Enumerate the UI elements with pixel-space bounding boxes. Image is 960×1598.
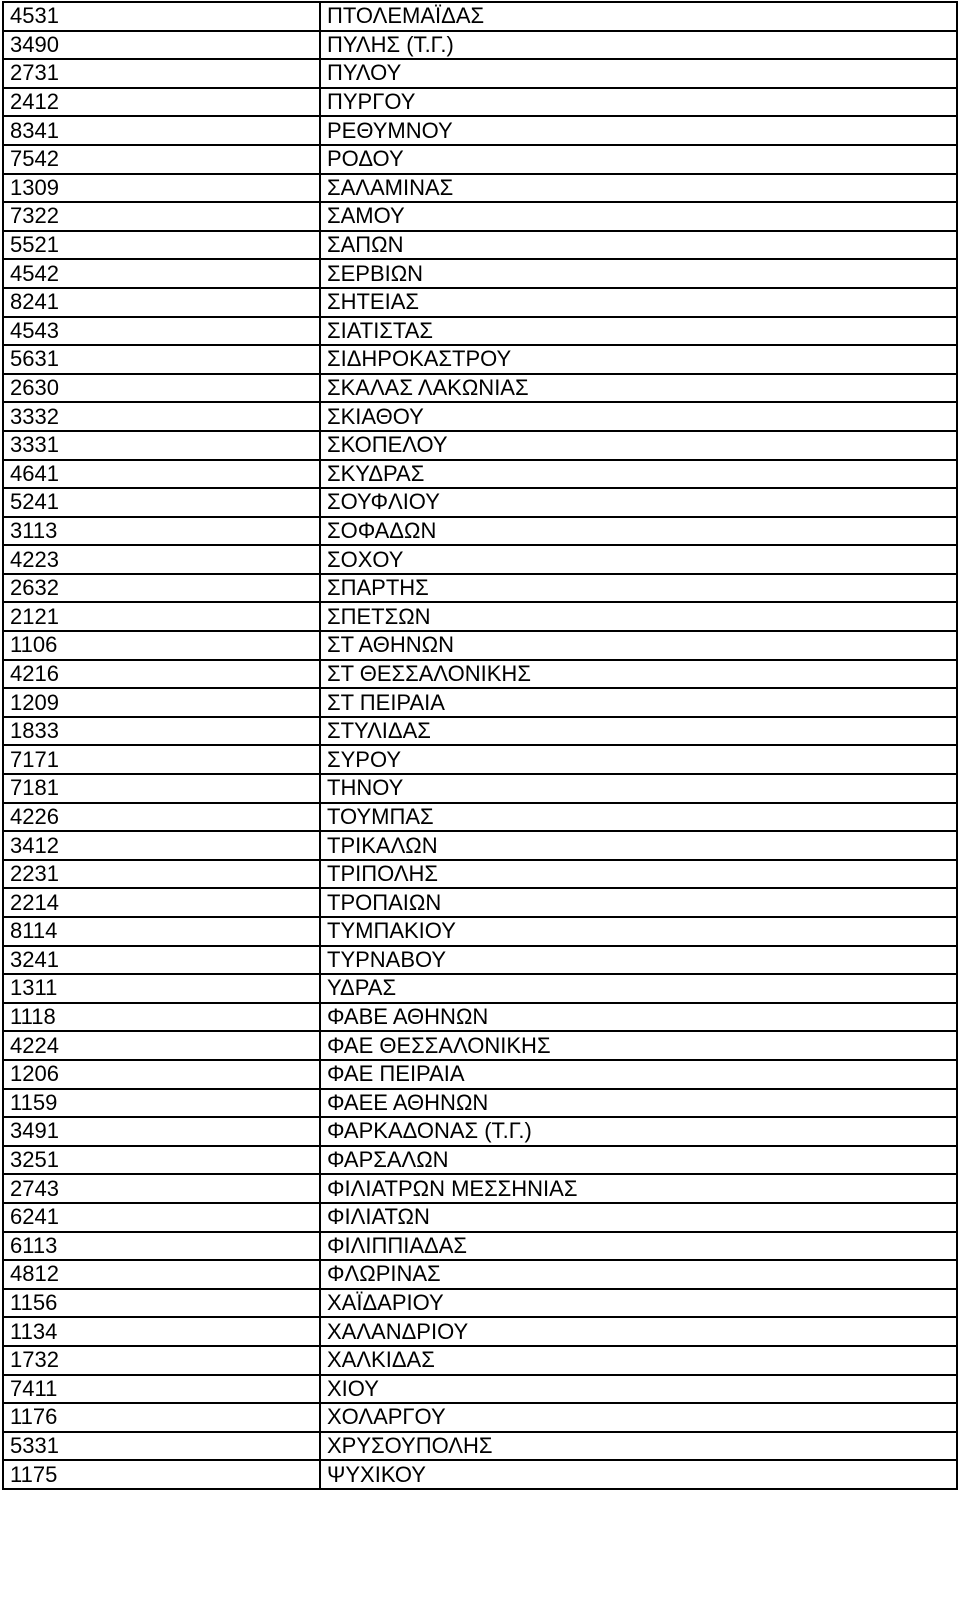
office-name-cell: ΤΥΜΠΑΚΙΟΥ: [320, 917, 957, 946]
office-name-cell: ΤΡΟΠΑΙΩΝ: [320, 888, 957, 917]
office-name-cell: ΤΟΥΜΠΑΣ: [320, 803, 957, 832]
table-row: [3, 631, 957, 660]
table-row: [3, 717, 957, 746]
office-name-cell: ΣΟΥΦΛΙΟΥ: [320, 488, 957, 517]
office-name-cell: ΣΤ ΘΕΣΣΑΛΟΝΙΚΗΣ: [320, 660, 957, 689]
table-row: [3, 1003, 957, 1032]
office-code-cell: 3412: [3, 831, 320, 860]
office-code-cell: 6113: [3, 1232, 320, 1261]
office-code-cell: 5241: [3, 488, 320, 517]
table-row: [3, 231, 957, 260]
table-row: [3, 1460, 957, 1489]
office-code-cell: 8114: [3, 917, 320, 946]
office-name-cell: ΣΠΕΤΣΩΝ: [320, 602, 957, 631]
office-code-cell: 3251: [3, 1146, 320, 1175]
table-row: [3, 1260, 957, 1289]
office-name-cell: ΣΚΙΑΘΟΥ: [320, 402, 957, 431]
office-name-cell: ΧΟΛΑΡΓΟΥ: [320, 1403, 957, 1432]
table-body: [3, 2, 957, 1489]
office-name-cell: ΣΙΑΤΙΣΤΑΣ: [320, 317, 957, 346]
office-code-cell: 2630: [3, 374, 320, 403]
office-code-cell: 2412: [3, 88, 320, 117]
office-name-cell: ΤΥΡΝΑΒΟΥ: [320, 946, 957, 975]
office-code-cell: 8241: [3, 288, 320, 317]
office-code-cell: 2743: [3, 1174, 320, 1203]
office-name-cell: ΣΚΟΠΕΛΟΥ: [320, 431, 957, 460]
office-name-cell: ΣΚΥΔΡΑΣ: [320, 460, 957, 489]
table-row: [3, 1089, 957, 1118]
office-code-cell: 1175: [3, 1460, 320, 1489]
office-code-cell: 5631: [3, 345, 320, 374]
office-code-cell: 2121: [3, 602, 320, 631]
office-name-cell: ΦΛΩΡΙΝΑΣ: [320, 1260, 957, 1289]
office-code-cell: 4812: [3, 1260, 320, 1289]
table-row: [3, 860, 957, 889]
office-name-cell: ΦΑΕ ΘΕΣΣΑΛΟΝΙΚΗΣ: [320, 1031, 957, 1060]
table-row: [3, 431, 957, 460]
table-row: [3, 259, 957, 288]
office-code-cell: 4223: [3, 545, 320, 574]
table-row: [3, 1403, 957, 1432]
office-name-cell: ΧΡΥΣΟΥΠΟΛΗΣ: [320, 1432, 957, 1461]
table-row: [3, 803, 957, 832]
office-code-cell: 7322: [3, 202, 320, 231]
office-name-cell: ΣΟΧΟΥ: [320, 545, 957, 574]
table-row: [3, 1432, 957, 1461]
office-name-cell: ΦΙΛΙΑΤΩΝ: [320, 1203, 957, 1232]
table-row: [3, 1031, 957, 1060]
office-code-cell: 5331: [3, 1432, 320, 1461]
office-code-cell: 7181: [3, 774, 320, 803]
office-code-cell: 2731: [3, 59, 320, 88]
office-name-cell: ΦΑΡΚΑΔΟΝΑΣ (Τ.Γ.): [320, 1117, 957, 1146]
table-row: [3, 402, 957, 431]
office-name-cell: ΦΑΒΕ ΑΘΗΝΩΝ: [320, 1003, 957, 1032]
office-code-cell: 4226: [3, 803, 320, 832]
office-name-cell: ΥΔΡΑΣ: [320, 974, 957, 1003]
office-code-cell: 4224: [3, 1031, 320, 1060]
office-code-cell: 1206: [3, 1060, 320, 1089]
office-name-cell: ΦΑΡΣΑΛΩΝ: [320, 1146, 957, 1175]
office-code-cell: 1176: [3, 1403, 320, 1432]
office-name-cell: ΣΚΑΛΑΣ ΛΑΚΩΝΙΑΣ: [320, 374, 957, 403]
office-name-cell: ΤΡΙΠΟΛΗΣ: [320, 860, 957, 889]
table-row: [3, 174, 957, 203]
office-name-cell: ΧΙΟΥ: [320, 1375, 957, 1404]
office-name-cell: ΠΥΡΓΟΥ: [320, 88, 957, 117]
table-row: [3, 688, 957, 717]
table-row: [3, 1346, 957, 1375]
office-code-cell: 1159: [3, 1089, 320, 1118]
table-row: [3, 488, 957, 517]
office-code-cell: 3490: [3, 31, 320, 60]
office-name-cell: ΤΗΝΟΥ: [320, 774, 957, 803]
office-name-cell: ΡΕΘΥΜΝΟΥ: [320, 116, 957, 145]
table-row: [3, 2, 957, 31]
office-name-cell: ΣΙΔΗΡΟΚΑΣΤΡΟΥ: [320, 345, 957, 374]
table-row: [3, 545, 957, 574]
office-code-cell: 6241: [3, 1203, 320, 1232]
table-row: [3, 345, 957, 374]
table-row: [3, 974, 957, 1003]
table-row: [3, 574, 957, 603]
office-code-cell: 1156: [3, 1289, 320, 1318]
office-code-cell: 4531: [3, 2, 320, 31]
office-name-cell: ΣΤΥΛΙΔΑΣ: [320, 717, 957, 746]
office-name-cell: ΣΠΑΡΤΗΣ: [320, 574, 957, 603]
office-name-cell: ΣΑΜΟΥ: [320, 202, 957, 231]
office-code-cell: 8341: [3, 116, 320, 145]
table-row: [3, 460, 957, 489]
table-row: [3, 745, 957, 774]
office-name-cell: ΣΤ ΠΕΙΡΑΙΑ: [320, 688, 957, 717]
office-code-cell: 3491: [3, 1117, 320, 1146]
table-row: [3, 374, 957, 403]
table-row: [3, 288, 957, 317]
office-name-cell: ΧΑΪΔΑΡΙΟΥ: [320, 1289, 957, 1318]
office-code-cell: 1118: [3, 1003, 320, 1032]
office-name-cell: ΠΥΛΟΥ: [320, 59, 957, 88]
table-row: [3, 88, 957, 117]
table-row: [3, 59, 957, 88]
office-name-cell: ΠΤΟΛΕΜΑΪΔΑΣ: [320, 2, 957, 31]
office-name-cell: ΨΥΧΙΚΟΥ: [320, 1460, 957, 1489]
table-row: [3, 1146, 957, 1175]
office-name-cell: ΣΟΦΑΔΩΝ: [320, 517, 957, 546]
office-name-cell: ΦΑΕ ΠΕΙΡΑΙΑ: [320, 1060, 957, 1089]
office-code-cell: 7411: [3, 1375, 320, 1404]
office-code-cell: 3332: [3, 402, 320, 431]
office-name-cell: ΦΑΕΕ ΑΘΗΝΩΝ: [320, 1089, 957, 1118]
office-name-cell: ΣΑΠΩΝ: [320, 231, 957, 260]
office-name-cell: ΧΑΛΚΙΔΑΣ: [320, 1346, 957, 1375]
table-row: [3, 946, 957, 975]
office-code-cell: 7171: [3, 745, 320, 774]
office-code-cell: 1106: [3, 631, 320, 660]
office-code-cell: 5521: [3, 231, 320, 260]
table-row: [3, 31, 957, 60]
table-row: [3, 517, 957, 546]
office-name-cell: ΣΑΛΑΜΙΝΑΣ: [320, 174, 957, 203]
office-name-cell: ΠΥΛΗΣ (Τ.Γ.): [320, 31, 957, 60]
office-name-cell: ΣΕΡΒΙΩΝ: [320, 259, 957, 288]
table-row: [3, 1289, 957, 1318]
office-code-cell: 1309: [3, 174, 320, 203]
office-name-cell: ΦΙΛΙΠΠΙΑΔΑΣ: [320, 1232, 957, 1261]
table-row: [3, 888, 957, 917]
office-code-cell: 2214: [3, 888, 320, 917]
office-code-cell: 3241: [3, 946, 320, 975]
table-row: [3, 917, 957, 946]
table-row: [3, 1375, 957, 1404]
office-code-cell: 1209: [3, 688, 320, 717]
table-row: [3, 774, 957, 803]
office-code-cell: 2231: [3, 860, 320, 889]
table-row: [3, 1117, 957, 1146]
table-row: [3, 1232, 957, 1261]
office-name-cell: ΤΡΙΚΑΛΩΝ: [320, 831, 957, 860]
office-code-cell: 4641: [3, 460, 320, 489]
table-row: [3, 660, 957, 689]
table-row: [3, 202, 957, 231]
table-row: [3, 145, 957, 174]
table-row: [3, 116, 957, 145]
office-name-cell: ΡΟΔΟΥ: [320, 145, 957, 174]
office-code-cell: 4543: [3, 317, 320, 346]
office-code-cell: 4542: [3, 259, 320, 288]
office-name-cell: ΦΙΛΙΑΤΡΩΝ ΜΕΣΣΗΝΙΑΣ: [320, 1174, 957, 1203]
office-code-cell: 3113: [3, 517, 320, 546]
table-row: [3, 317, 957, 346]
office-code-cell: 1833: [3, 717, 320, 746]
table-row: [3, 1203, 957, 1232]
office-name-cell: ΣΗΤΕΙΑΣ: [320, 288, 957, 317]
office-code-cell: 7542: [3, 145, 320, 174]
table-row: [3, 1174, 957, 1203]
office-code-cell: 3331: [3, 431, 320, 460]
office-code-cell: 1134: [3, 1317, 320, 1346]
office-name-cell: ΣΥΡΟΥ: [320, 745, 957, 774]
table-row: [3, 1317, 957, 1346]
office-name-cell: ΧΑΛΑΝΔΡΙΟΥ: [320, 1317, 957, 1346]
office-code-cell: 4216: [3, 660, 320, 689]
tax-office-table: [2, 1, 958, 1490]
table-row: [3, 602, 957, 631]
office-name-cell: ΣΤ ΑΘΗΝΩΝ: [320, 631, 957, 660]
table-row: [3, 831, 957, 860]
office-code-cell: 2632: [3, 574, 320, 603]
office-code-cell: 1732: [3, 1346, 320, 1375]
office-code-cell: 1311: [3, 974, 320, 1003]
table-row: [3, 1060, 957, 1089]
